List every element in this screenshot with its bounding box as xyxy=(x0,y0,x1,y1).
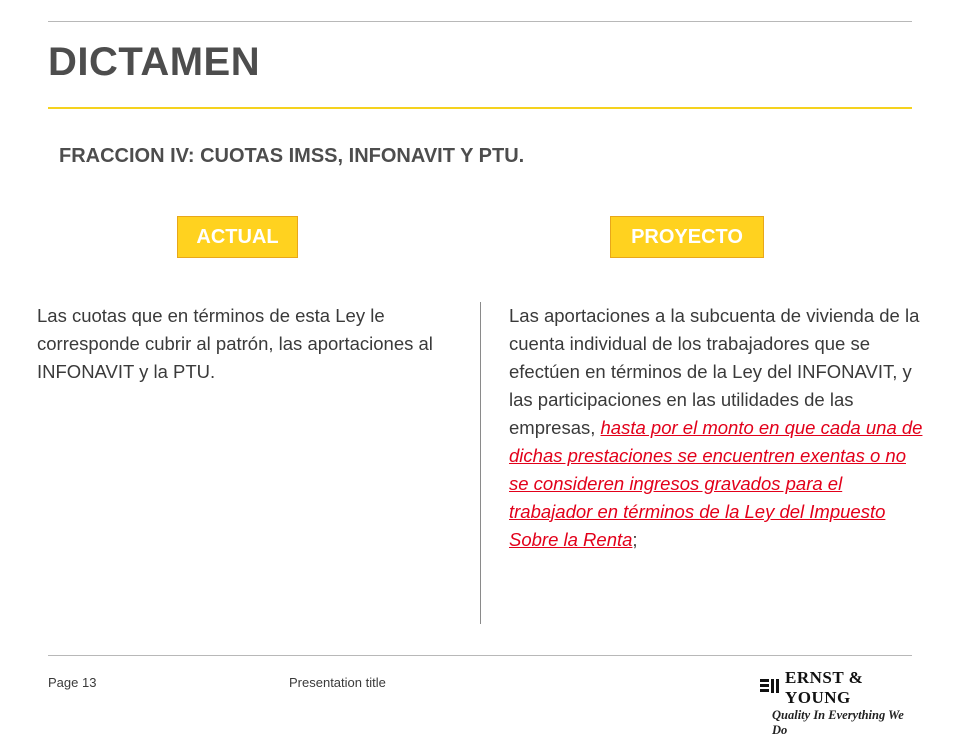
column-divider xyxy=(480,302,481,624)
proyecto-text xyxy=(509,302,927,554)
footer-rule xyxy=(48,655,912,656)
presentation-title: Presentation title xyxy=(289,675,386,690)
slide-subtitle: FRACCION IV: CUOTAS IMSS, INFONAVIT Y PTU. xyxy=(59,145,525,167)
proyecto-text-end: ; xyxy=(632,529,638,550)
logo-tagline: Quality In Everything We Do xyxy=(772,708,904,737)
logo-name: ERNST & YOUNG xyxy=(785,668,864,707)
proyecto-tag: PROYECTO xyxy=(610,216,764,258)
page-number: Page 13 xyxy=(48,675,97,690)
slide-title: DICTAMEN xyxy=(48,40,261,84)
actual-tag: ACTUAL xyxy=(177,216,298,258)
top-rule xyxy=(48,21,912,22)
proyecto-text-plain: Las aportaciones a la subcuenta de vivienda de la cuenta individual de los trabajadores que se efectúen en términos de la Ley del INFONAVIT, y las participaciones en las utilidades de las empresas, xyxy=(509,305,920,438)
ey-mark-icon xyxy=(760,678,780,699)
proyecto-text-emphasis: hasta por el monto en que cada una de dichas prestaciones se encuentren exentas o no se consideren ingresos gravados para el trabajador en términos de la Ley del Impuesto Sobre la Renta xyxy=(509,417,923,550)
ernst-young-logo xyxy=(760,668,920,737)
title-underline xyxy=(48,107,912,109)
actual-text: Las cuotas que en términos de esta Ley le corresponde cubrir al patrón, las aportaciones al INFONAVIT y la PTU. xyxy=(37,305,433,382)
